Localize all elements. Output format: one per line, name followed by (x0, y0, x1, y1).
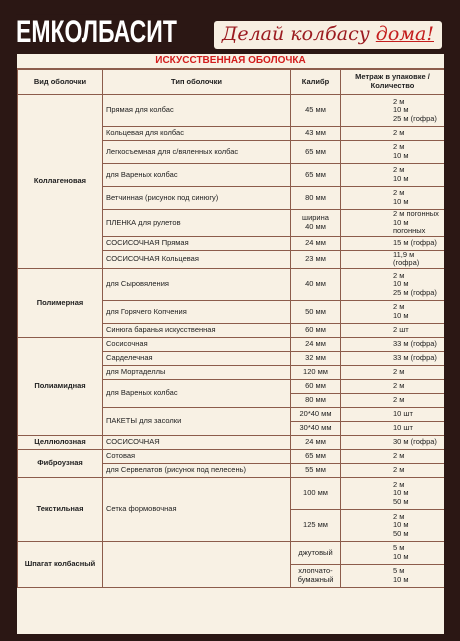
casing-kind-cell: Полиамидная (18, 337, 103, 435)
casing-kind-cell: Шпагат колбасный (18, 541, 103, 587)
header-caliber: Калибр (291, 70, 341, 95)
casing-kind-cell: Полимерная (18, 268, 103, 337)
table-row (18, 541, 445, 564)
quantity-cell: 10 шт (341, 407, 445, 421)
casing-kind-cell: Коллагеновая (18, 95, 103, 269)
caliber-cell: 24 мм (291, 435, 341, 449)
quantity-cell: 2 м (341, 393, 445, 407)
quantity-cell: 2 м (341, 365, 445, 379)
casing-kind-cell: Фиброузная (18, 449, 103, 477)
caliber-cell: 65 мм (291, 141, 341, 164)
header-quantity: Метраж в упаковке / Количество (341, 70, 445, 95)
slogan-accent: дома! (375, 23, 434, 45)
casing-type-cell: ПЛЕНКА для рулетов (103, 210, 291, 237)
quantity-cell: 2 м 10 м (341, 187, 445, 210)
casing-type-cell: СОСИСОЧНАЯ (103, 435, 291, 449)
table-row (18, 95, 445, 127)
header-kind: Вид оболочки (18, 70, 103, 95)
quantity-cell: 2 м (341, 463, 445, 477)
slogan (214, 21, 442, 49)
caliber-cell: 65 мм (291, 449, 341, 463)
caliber-cell: ширина 40 мм (291, 210, 341, 237)
quantity-cell: 2 м 10 м 25 м (гофра) (341, 95, 445, 127)
table-caption: ИСКУССТВЕННАЯ ОБОЛОЧКА (17, 54, 444, 69)
casing-type-cell: Кольцевая для колбас (103, 127, 291, 141)
quantity-cell: 5 м 10 м (341, 541, 445, 564)
quantity-cell: 2 м 10 м (341, 164, 445, 187)
casing-type-cell: для Вареных колбас (103, 379, 291, 407)
caliber-cell: 20*40 мм (291, 407, 341, 421)
quantity-cell: 2 м 10 м (341, 300, 445, 323)
casing-kind-cell: Текстильная (18, 477, 103, 541)
caliber-cell: 45 мм (291, 95, 341, 127)
casing-table (17, 69, 444, 588)
caliber-cell: 55 мм (291, 463, 341, 477)
casing-type-cell: для Сыровяления (103, 268, 291, 300)
caliber-cell: 125 мм (291, 509, 341, 541)
quantity-cell: 2 м (341, 379, 445, 393)
caliber-cell: 24 мм (291, 236, 341, 250)
quantity-cell: 2 м 10 м (341, 141, 445, 164)
casing-type-cell (103, 541, 291, 587)
caliber-cell: 60 мм (291, 323, 341, 337)
casing-type-cell: Ветчинная (рисунок под синюгу) (103, 187, 291, 210)
quantity-cell: 30 м (гофра) (341, 435, 445, 449)
quantity-cell: 5 м 10 м (341, 564, 445, 587)
caliber-cell: 80 мм (291, 187, 341, 210)
caliber-cell: 80 мм (291, 393, 341, 407)
caliber-cell: 120 мм (291, 365, 341, 379)
casing-type-cell: Синюга баранья искусственная (103, 323, 291, 337)
table-row (18, 337, 445, 351)
slogan-text: Делай колбасу (221, 23, 370, 45)
caliber-cell: 30*40 мм (291, 421, 341, 435)
table-row (18, 477, 445, 509)
header-type: Тип оболочки (103, 70, 291, 95)
caliber-cell: 40 мм (291, 268, 341, 300)
quantity-cell: 2 м 10 м 50 м (341, 477, 445, 509)
casing-type-cell: Прямая для колбас (103, 95, 291, 127)
casing-type-cell: Сосисочная (103, 337, 291, 351)
casing-type-cell: для Мортаделлы (103, 365, 291, 379)
caliber-cell: 24 мм (291, 337, 341, 351)
caliber-cell: 60 мм (291, 379, 341, 393)
casing-type-cell: Сарделечная (103, 351, 291, 365)
caliber-cell: 65 мм (291, 164, 341, 187)
casing-type-cell: Сотовая (103, 449, 291, 463)
quantity-cell: 15 м (гофра) (341, 236, 445, 250)
table-body (18, 95, 445, 588)
caliber-cell: 100 мм (291, 477, 341, 509)
casing-type-cell: для Сервелатов (рисунок под пелесень) (103, 463, 291, 477)
quantity-cell: 10 шт (341, 421, 445, 435)
casing-kind-cell: Целлюлозная (18, 435, 103, 449)
casing-type-cell: Легкосъемная для с/вяленных колбас (103, 141, 291, 164)
quantity-cell: 2 шт (341, 323, 445, 337)
caliber-cell: 32 мм (291, 351, 341, 365)
caliber-cell: хлопчато-бумажный (291, 564, 341, 587)
casing-type-cell: Сетка формовочная (103, 477, 291, 541)
quantity-cell: 33 м (гофра) (341, 337, 445, 351)
table-header-row (18, 70, 445, 95)
table-row (18, 449, 445, 463)
casing-type-cell: для Горячего Копчения (103, 300, 291, 323)
quantity-cell: 2 м (341, 449, 445, 463)
quantity-cell: 2 м 10 м 50 м (341, 509, 445, 541)
quantity-cell: 11,9 м (гофра) (341, 250, 445, 268)
header (0, 0, 460, 52)
caliber-cell: джутовый (291, 541, 341, 564)
table-row (18, 268, 445, 300)
caliber-cell: 50 мм (291, 300, 341, 323)
caliber-cell: 23 мм (291, 250, 341, 268)
quantity-cell: 2 м (341, 127, 445, 141)
casing-sheet (17, 54, 444, 634)
casing-type-cell: СОСИСОЧНАЯ Прямая (103, 236, 291, 250)
quantity-cell: 2 м 10 м 25 м (гофра) (341, 268, 445, 300)
table-row (18, 435, 445, 449)
quantity-cell: 33 м (гофра) (341, 351, 445, 365)
casing-type-cell: ПАКЕТЫ для засолки (103, 407, 291, 435)
brand-logo: ЕМКОЛБАСИТ (16, 13, 177, 49)
quantity-cell: 2 м погонных 10 м погонных (341, 210, 445, 237)
casing-type-cell: СОСИСОЧНАЯ Кольцевая (103, 250, 291, 268)
caliber-cell: 43 мм (291, 127, 341, 141)
casing-type-cell: для Вареных колбас (103, 164, 291, 187)
